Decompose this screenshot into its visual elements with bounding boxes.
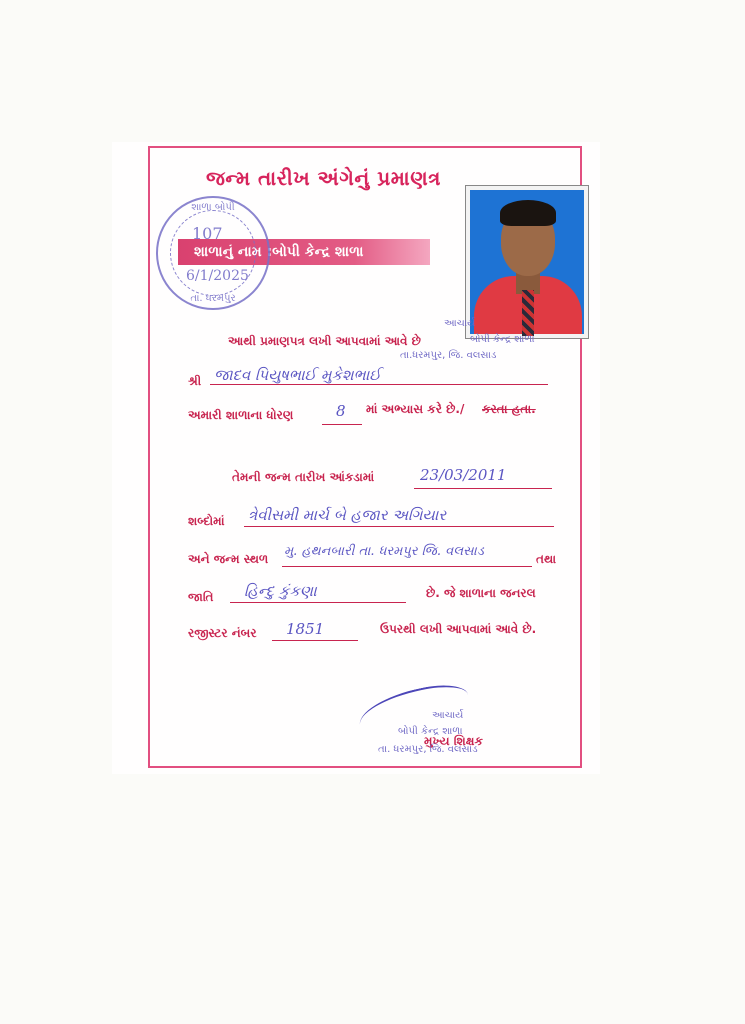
dob-digits: 23/03/2011 [420,466,507,484]
caste-underline [230,602,406,603]
class-underline [322,424,362,425]
stamp-top-line3: તા.ધરમપુર, જિ. વલસાડ [400,350,497,361]
register-label: રજીસ્ટર નંબર [188,626,257,640]
register-number: 1851 [286,620,325,638]
student-photo [465,185,589,339]
intro-text: આથી પ્રમાણપત્ર લખી આપવામાં આવે છે [228,334,421,348]
dob-words-label: શબ્દોમાં [188,514,225,528]
class-struck-text: કરતા હતા. [482,402,536,416]
school-round-seal [156,196,270,310]
register-text: છે. જે શાળાના જનરલ [426,586,536,600]
certificate-title: જન્મ તારીખ અંગેનું પ્રમાણત્ર [206,166,441,190]
signatory-title: મુખ્ય શિક્ષક [424,734,483,748]
seal-bottom-text: તા. ધરમપુર [190,293,236,304]
school-name-banner: શાળાનું નામ :બોપી કેન્દ્ર શાળા [178,239,430,265]
tatha-label: તથા [536,552,557,566]
birthplace-label: અને જન્મ સ્થળ [188,552,269,566]
stamp-bottom-line3: તા. ધરમપુર, જિ. વલસાડ [378,744,478,755]
name-underline [210,384,548,385]
birthplace-underline [282,566,532,567]
seal-top-text: શાળા બોપી [191,202,235,213]
caste: હિન્દુ કુંકણા [244,582,317,600]
dob-words-underline [244,526,554,527]
shri-label: શ્રી [188,374,202,388]
dob-digits-label: તેમની જન્મ તારીખ આંકડામાં [232,470,375,484]
dob-digits-underline [414,488,552,489]
seal-date: 6/1/2025 [186,268,249,284]
stamp-bottom-line1: આચાર્ય [432,710,464,721]
dob-words: ત્રેવીસમી માર્ચ બે હજાર અગિયાર [248,506,447,524]
stamp-top-line1: આચાર્ય [444,318,476,329]
seal-number: 107 [192,224,223,243]
register-underline [272,640,358,641]
register-suffix: ઉપરથી લખી આપવામાં આવે છે. [380,622,537,636]
student-name: જાદવ પિયુષભાઈ મુકેશભાઈ [214,366,381,384]
birthplace: મુ. હથનબારી તા. ધરમપુર જિ. વલસાડ [284,544,484,559]
class-label: અમારી શાળાના ધોરણ [188,408,294,422]
class-suffix: માં અભ્યાસ કરે છે./ [366,402,465,416]
caste-label: જાતિ [188,590,214,604]
stamp-bottom-line2: બોપી કેન્દ્ર શાળા [398,726,463,737]
class-value: 8 [336,402,346,420]
stamp-top-line2: બોપી કેન્દ્ર શાળા [470,334,535,345]
